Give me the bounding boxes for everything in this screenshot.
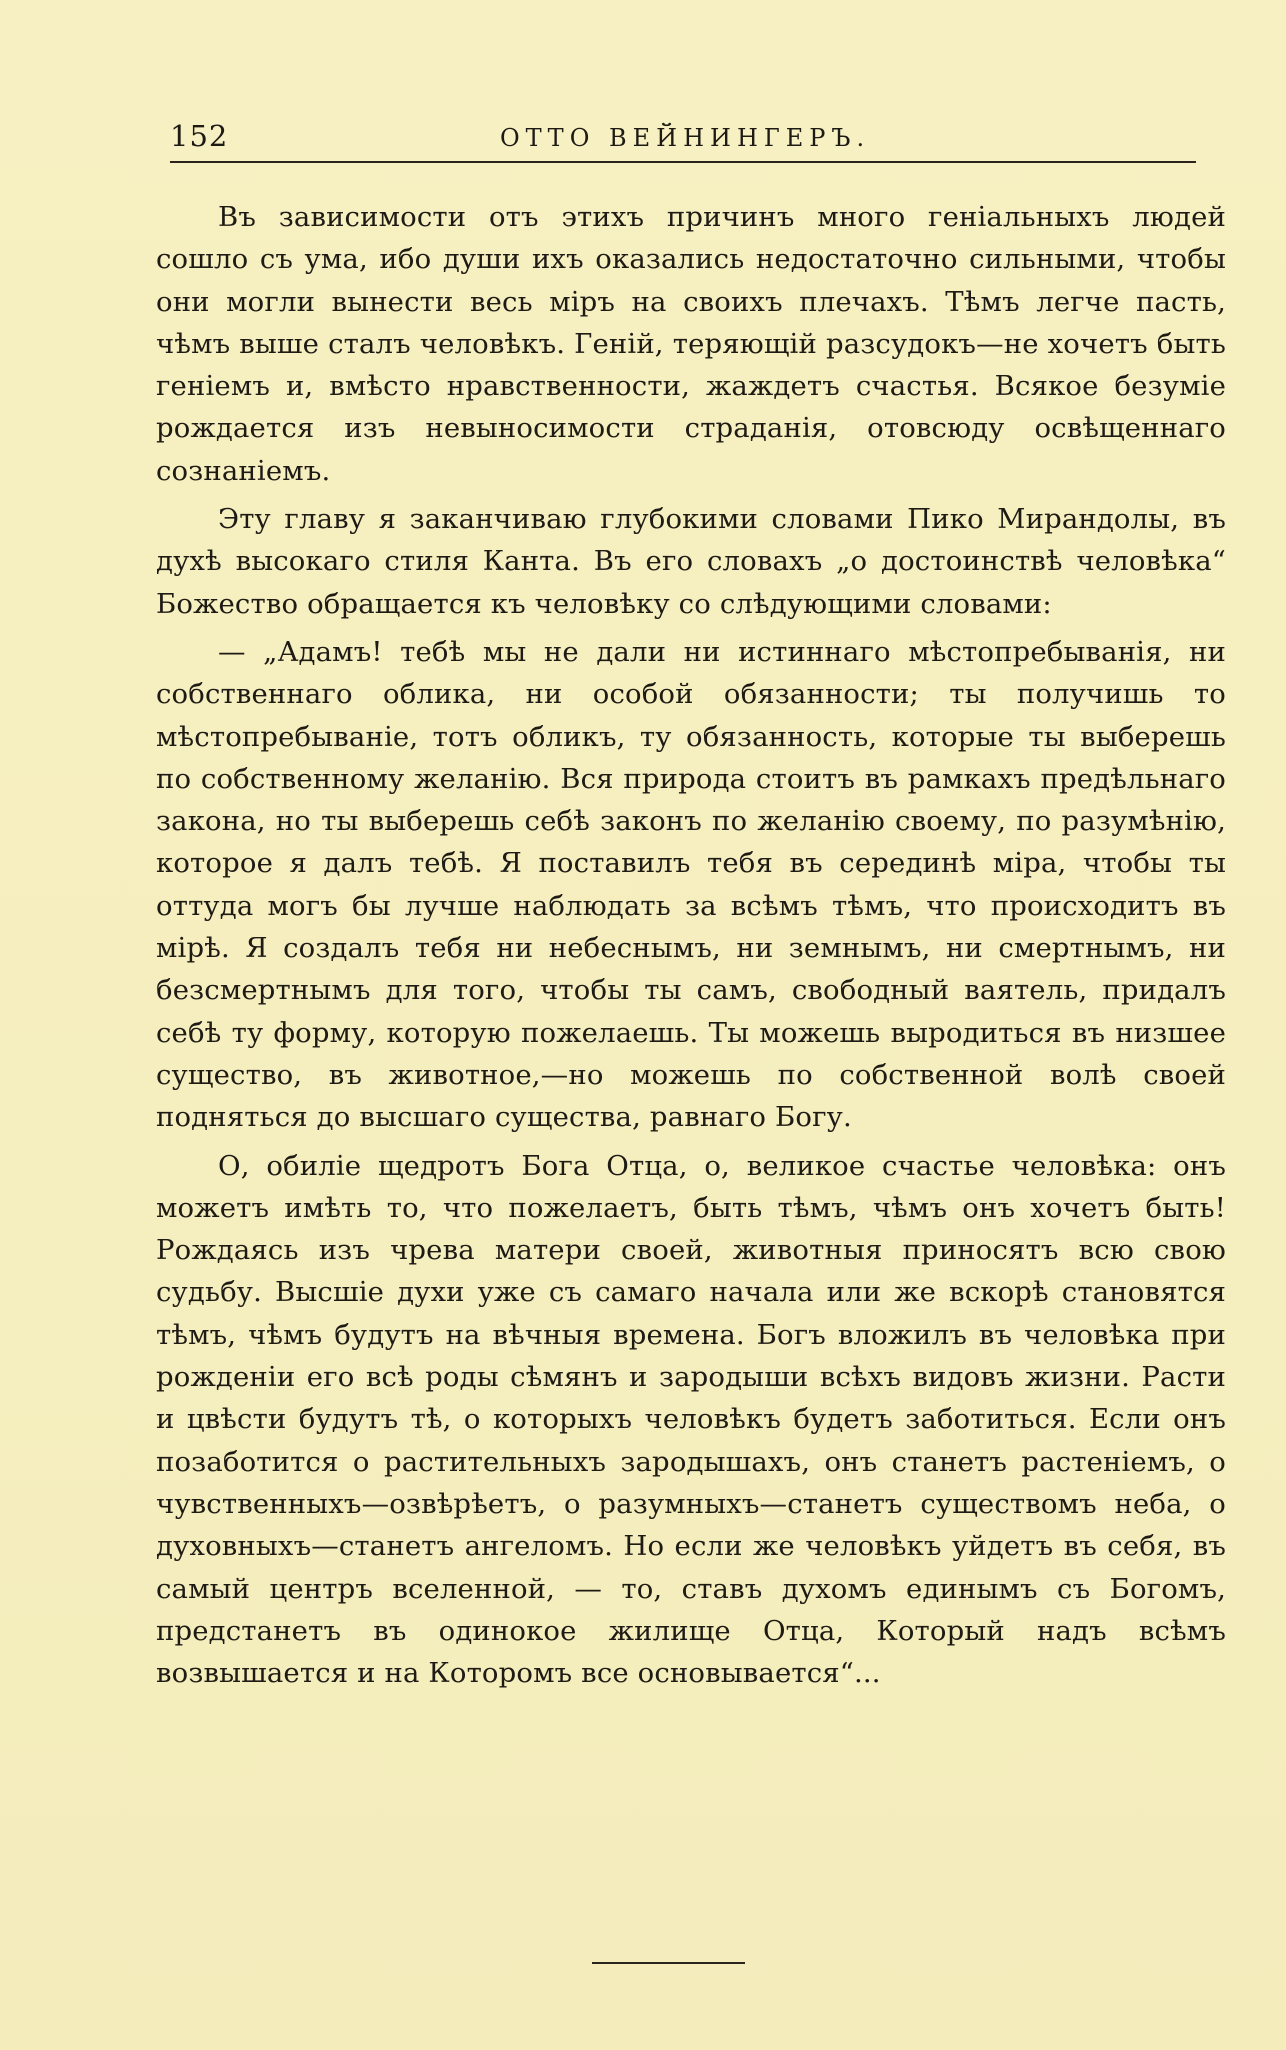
header-rule	[170, 161, 1196, 163]
paragraph: О, обиліе щедротъ Бога Отца, о, великое счастье человѣка: онъ можетъ имѣть то, что пожелаетъ, быть тѣмъ, чѣмъ онъ хочетъ быть! Рождаясь изъ чрева матери своей, животныя приносятъ всю свою судьбу. Высшіе духи уже съ самаго начала или же вскорѣ становятся тѣмъ, чѣмъ будутъ на вѣчныя времена. Богъ вложилъ въ человѣка при рожденіи его всѣ роды сѣмянъ и зародыши всѣхъ видовъ жизни. Расти и цвѣсти будутъ тѣ, о которыхъ человѣкъ будетъ заботиться. Если онъ позаботится о растительныхъ зародышахъ, онъ станетъ растеніемъ, о чувственныхъ—озвѣрѣетъ, о разумныхъ—станетъ существомъ неба, о духовныхъ—станетъ ангеломъ. Но если же человѣкъ уйдетъ въ себя, въ самый центръ вселенной, — то, ставъ духомъ единымъ съ Богомъ, предстанетъ въ одинокое жилище Отца, Который надъ всѣмъ возвышается и на Которомъ все основывается“...	[156, 1149, 1226, 1690]
running-title: ОТТО ВЕЙНИНГЕРЪ.	[500, 124, 871, 152]
end-rule	[592, 1962, 745, 1964]
body-text	[156, 196, 1226, 1700]
paragraph: Въ зависимости отъ этихъ причинъ много геніальныхъ людей сошло съ ума, ибо души ихъ оказались недостаточно сильными, чтобы они могли вынести весь міръ на своихъ плечахъ. Тѣмъ легче пасть, чѣмъ выше сталъ человѣкъ. Геній, теряющій разсудокъ—не хочетъ быть геніемъ и, вмѣсто нравственности, жаждетъ счастья. Всякое безуміе рождается изъ невыносимости страданія, отовсюду освѣщеннаго сознаніемъ.	[156, 201, 1226, 487]
paragraph-quote: — „Адамъ! тебѣ мы не дали ни истиннаго мѣстопребыванія, ни собственнаго облика, ни особой обязанности; ты получишь то мѣстопребываніе, тотъ обликъ, ту обязанность, которые ты выберешь по собственному желанію. Вся природа стоитъ въ рамкахъ предѣльнаго закона, но ты выберешь себѣ законъ по желанію своему, по разумѣнію, которое я далъ тебѣ. Я поставилъ тебя въ серединѣ міра, чтобы ты оттуда могъ бы лучше наблюдать за всѣмъ тѣмъ, что происходитъ въ мірѣ. Я создалъ тебя ни небеснымъ, ни земнымъ, ни смертнымъ, ни безсмертнымъ для того, чтобы ты самъ, свободный ваятель, придалъ себѣ ту форму, которую пожелаешь. Ты можешь выродиться въ низшее существо, въ животное,—но можешь по собственной волѣ своей подняться до высшаго существа, равнаго Богу.	[156, 635, 1226, 1134]
paragraph: Эту главу я заканчиваю глубокими словами Пико Мирандолы, въ духѣ высокаго стиля Канта. Въ его словахъ „о достоинствѣ человѣка“ Божество обращается къ человѣку со слѣдующими словами:	[156, 503, 1226, 620]
page-number: 152	[170, 119, 229, 153]
running-head	[170, 116, 1196, 164]
